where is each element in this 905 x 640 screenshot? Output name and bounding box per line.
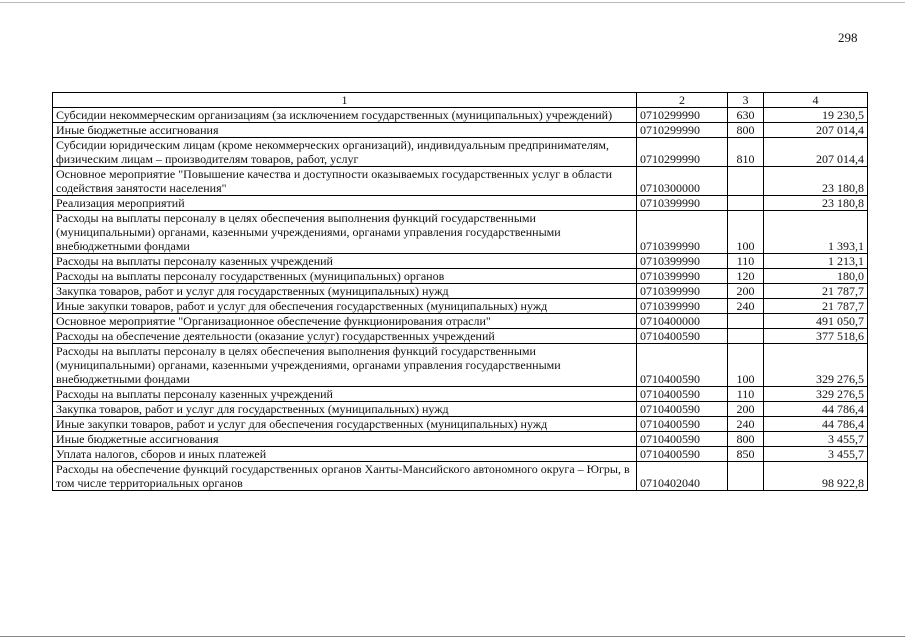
row-code-cell: 0710400000 bbox=[637, 314, 728, 329]
row-type-cell: 110 bbox=[728, 254, 764, 269]
table-row bbox=[53, 462, 868, 491]
table-row bbox=[53, 284, 868, 299]
row-code-cell: 0710399990 bbox=[637, 284, 728, 299]
row-code-cell: 0710300000 bbox=[637, 167, 728, 196]
row-type-cell: 850 bbox=[728, 447, 764, 462]
row-code-cell: 0710402040 bbox=[637, 462, 728, 491]
row-code-cell: 0710400590 bbox=[637, 432, 728, 447]
table-row bbox=[53, 211, 868, 254]
row-name-cell: Расходы на выплаты персоналу казенных учреждений bbox=[53, 387, 637, 402]
table-row bbox=[53, 329, 868, 344]
table-row bbox=[53, 254, 868, 269]
row-code-cell: 0710400590 bbox=[637, 329, 728, 344]
row-amount-cell: 329 276,5 bbox=[764, 387, 868, 402]
header-col-2: 2 bbox=[637, 93, 728, 108]
row-amount-cell: 207 014,4 bbox=[764, 138, 868, 167]
row-code-cell: 0710400590 bbox=[637, 387, 728, 402]
row-code-cell: 0710400590 bbox=[637, 344, 728, 387]
scan-bottom-edge bbox=[0, 636, 905, 637]
row-name-cell: Закупка товаров, работ и услуг для государственных (муниципальных) нужд bbox=[53, 402, 637, 417]
row-amount-cell: 98 922,8 bbox=[764, 462, 868, 491]
row-name-cell: Расходы на выплаты персоналу в целях обеспечения выполнения функций государственными (муниципальными) органами, казенными учреждениями, органами управления государственными внебюджетными фондами bbox=[53, 344, 637, 387]
table-row bbox=[53, 387, 868, 402]
table-body bbox=[53, 108, 868, 491]
row-code-cell: 0710299990 bbox=[637, 108, 728, 123]
row-name-cell: Иные бюджетные ассигнования bbox=[53, 123, 637, 138]
row-type-cell: 120 bbox=[728, 269, 764, 284]
row-amount-cell: 377 518,6 bbox=[764, 329, 868, 344]
row-code-cell: 0710399990 bbox=[637, 211, 728, 254]
row-type-cell bbox=[728, 462, 764, 491]
row-type-cell: 100 bbox=[728, 211, 764, 254]
row-type-cell bbox=[728, 196, 764, 211]
row-name-cell: Расходы на выплаты персоналу в целях обеспечения выполнения функций государственными (муниципальными) органами, казенными учреждениями, органами управления государственными внебюджетными фондами bbox=[53, 211, 637, 254]
row-name-cell: Расходы на выплаты персоналу казенных учреждений bbox=[53, 254, 637, 269]
row-amount-cell: 44 786,4 bbox=[764, 417, 868, 432]
row-type-cell: 240 bbox=[728, 417, 764, 432]
table-row bbox=[53, 138, 868, 167]
row-code-cell: 0710299990 bbox=[637, 138, 728, 167]
row-code-cell: 0710400590 bbox=[637, 417, 728, 432]
table-row bbox=[53, 402, 868, 417]
row-amount-cell: 21 787,7 bbox=[764, 299, 868, 314]
header-col-1: 1 bbox=[53, 93, 637, 108]
row-name-cell: Основное мероприятие "Организационное обеспечение функционирования отрасли" bbox=[53, 314, 637, 329]
row-type-cell: 630 bbox=[728, 108, 764, 123]
row-type-cell bbox=[728, 329, 764, 344]
row-code-cell: 0710400590 bbox=[637, 447, 728, 462]
row-type-cell: 800 bbox=[728, 432, 764, 447]
row-type-cell: 100 bbox=[728, 344, 764, 387]
header-col-4: 4 bbox=[764, 93, 868, 108]
budget-table bbox=[52, 92, 868, 491]
table-row bbox=[53, 269, 868, 284]
row-code-cell: 0710299990 bbox=[637, 123, 728, 138]
row-amount-cell: 19 230,5 bbox=[764, 108, 868, 123]
row-type-cell: 110 bbox=[728, 387, 764, 402]
row-amount-cell: 207 014,4 bbox=[764, 123, 868, 138]
row-amount-cell: 44 786,4 bbox=[764, 402, 868, 417]
row-amount-cell: 491 050,7 bbox=[764, 314, 868, 329]
row-name-cell: Закупка товаров, работ и услуг для государственных (муниципальных) нужд bbox=[53, 284, 637, 299]
table-row bbox=[53, 344, 868, 387]
table-row bbox=[53, 108, 868, 123]
table-row bbox=[53, 447, 868, 462]
row-type-cell: 240 bbox=[728, 299, 764, 314]
row-name-cell: Иные закупки товаров, работ и услуг для обеспечения государственных (муниципальных) нужд bbox=[53, 417, 637, 432]
row-type-cell: 200 bbox=[728, 284, 764, 299]
row-amount-cell: 329 276,5 bbox=[764, 344, 868, 387]
row-type-cell: 810 bbox=[728, 138, 764, 167]
row-code-cell: 0710400590 bbox=[637, 402, 728, 417]
row-code-cell: 0710399990 bbox=[637, 269, 728, 284]
row-name-cell: Субсидии юридическим лицам (кроме некоммерческих организаций), индивидуальным предпринимателям, физическим лицам – производителям товаров, работ, услуг bbox=[53, 138, 637, 167]
table-row bbox=[53, 167, 868, 196]
table-row bbox=[53, 299, 868, 314]
row-type-cell: 200 bbox=[728, 402, 764, 417]
row-code-cell: 0710399990 bbox=[637, 299, 728, 314]
row-amount-cell: 3 455,7 bbox=[764, 432, 868, 447]
row-name-cell: Расходы на обеспечение деятельности (оказание услуг) государственных учреждений bbox=[53, 329, 637, 344]
header-col-3: 3 bbox=[728, 93, 764, 108]
row-type-cell: 800 bbox=[728, 123, 764, 138]
row-name-cell: Основное мероприятие "Повышение качества и доступности оказываемых государственных услуг в области содействия занятости населения" bbox=[53, 167, 637, 196]
row-type-cell bbox=[728, 314, 764, 329]
row-name-cell: Уплата налогов, сборов и иных платежей bbox=[53, 447, 637, 462]
row-name-cell: Иные бюджетные ассигнования bbox=[53, 432, 637, 447]
row-name-cell: Субсидии некоммерческим организациям (за исключением государственных (муниципальных) учреждений) bbox=[53, 108, 637, 123]
row-name-cell: Расходы на выплаты персоналу государственных (муниципальных) органов bbox=[53, 269, 637, 284]
row-amount-cell: 1 393,1 bbox=[764, 211, 868, 254]
row-amount-cell: 21 787,7 bbox=[764, 284, 868, 299]
table-row bbox=[53, 432, 868, 447]
row-amount-cell: 180,0 bbox=[764, 269, 868, 284]
row-code-cell: 0710399990 bbox=[637, 254, 728, 269]
scan-top-edge bbox=[0, 2, 905, 3]
row-amount-cell: 3 455,7 bbox=[764, 447, 868, 462]
header-row bbox=[53, 93, 868, 108]
row-amount-cell: 1 213,1 bbox=[764, 254, 868, 269]
page-number: 298 bbox=[838, 30, 858, 45]
table-row bbox=[53, 196, 868, 211]
table-row bbox=[53, 417, 868, 432]
row-amount-cell: 23 180,8 bbox=[764, 167, 868, 196]
row-code-cell: 0710399990 bbox=[637, 196, 728, 211]
row-name-cell: Иные закупки товаров, работ и услуг для обеспечения государственных (муниципальных) нужд bbox=[53, 299, 637, 314]
row-type-cell bbox=[728, 167, 764, 196]
row-name-cell: Реализация мероприятий bbox=[53, 196, 637, 211]
row-amount-cell: 23 180,8 bbox=[764, 196, 868, 211]
table-row bbox=[53, 314, 868, 329]
table-row bbox=[53, 123, 868, 138]
row-name-cell: Расходы на обеспечение функций государственных органов Ханты-Мансийского автономного округа – Югры, в том числе территориальных органов bbox=[53, 462, 637, 491]
